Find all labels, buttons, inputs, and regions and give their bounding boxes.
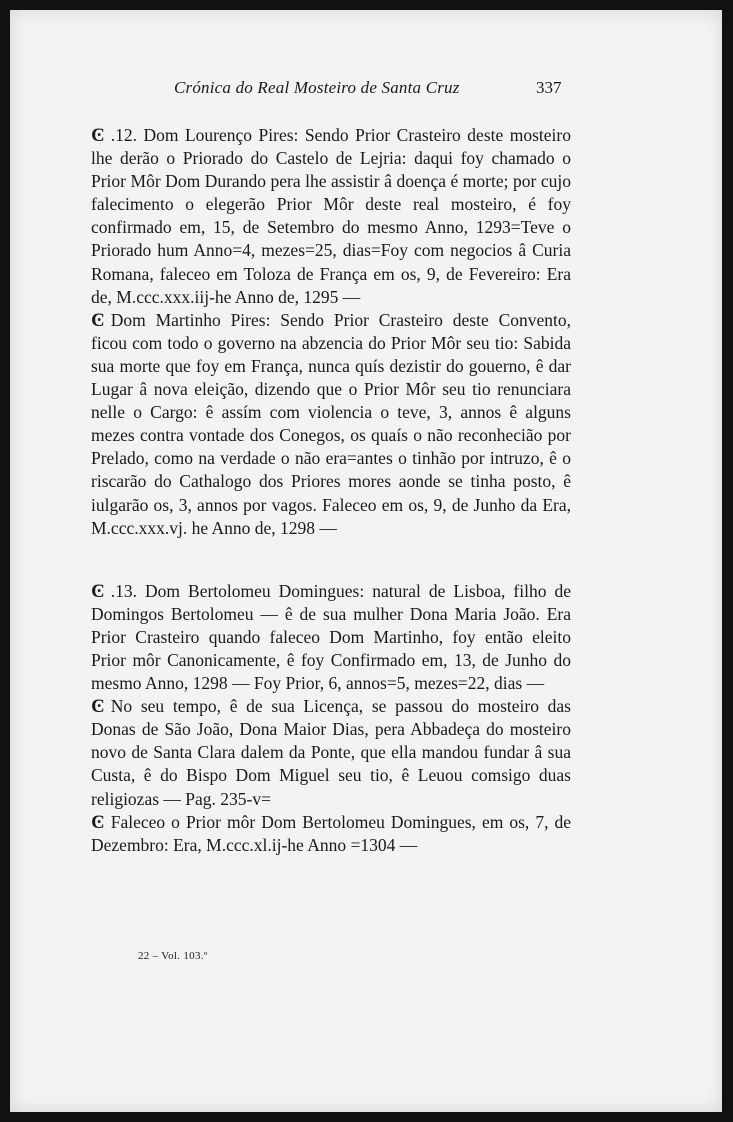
paragraph-mark-icon: Ͼ (91, 696, 105, 718)
page-sheet (10, 10, 722, 1112)
section-gap (91, 540, 571, 580)
paragraph-5 (91, 811, 571, 857)
paragraph-2-text: Dom Martinho Pires: Sendo Prior Crasteiro deste Convento, ficou com todo o governo na abzencia do Prior Môr seu tio: Sabida sua morte que foy em França, nunca quís dezistir do gouerno, ê dar Lugar â nova eleição, dizendo que o Prior Môr seu tio renunciara nelle o Cargo: ê assím com violencia o teve, 3, annos ê alguns mezes contra vontade dos Conegos, os quaís o não reconhecião por Prelado, como na verdade o não era=antes o tinhão por intruzo, ê o riscarão do Cathalogo dos Priores mores aonde se tinha posto, ê iulgarão os, 3, annos por vagos. Faleceo em os, 9, de Junho da Era, M.ccc.xxx.vj. he Anno de, 1298 — (91, 309, 571, 538)
paragraph-3-text: .13. Dom Bertolomeu Domingues: natural de Lisboa, filho de Domingos Bertolomeu — ê de sua mulher Dona Maria João. Era Prior Crasteiro quando faleceo Dom Martinho, foy então eleito Prior môr Canonicamente, ê foy Confirmado em, 13, de Junho do mesmo Anno, 1298 — Foy Prior, 6, annos=5, mezes=22, dias — (91, 580, 571, 694)
paragraph-1 (91, 124, 571, 309)
page-number: 337 (536, 78, 562, 97)
paragraph-4 (91, 695, 571, 810)
paragraph-mark-icon: Ͼ (91, 125, 105, 146)
paragraph-4-text: No seu tempo, ê de sua Licença, se passou do mosteiro das Donas de São João, Dona Maior Dias, pera Abbadeça do mosteiro novo de Santa Clara dalem da Ponte, que ella mandou fundar â sua Custa, ê do Bispo Dom Miguel seu tio, ê Leuou comsigo duas religiozas — Pag. 235-v= (91, 696, 571, 809)
paragraph-1-text: .12. Dom Lourenço Pires: Sendo Prior Crasteiro deste mosteiro lhe derão o Priorado do Castelo de Lejria: daqui foy chamado o Prior Môr Dom Durando pera lhe assistir â doença é morte; por cujo falecimento o elegerão Prior Môr deste real mosteiro, é foy confirmado em, 15, de Setembro do mesmo Anno, 1293=Teve o Priorado hum Anno=4, mezes=25, dias=Foy com negocios â Curia Romana, faleceo em Toloza de França em os, 9, de Fevereiro: Era de, M.ccc.xxx.iij-he Anno de, 1295 — (91, 125, 571, 307)
printer-signature: 22 – Vol. 103.º (138, 950, 208, 962)
paragraph-mark-icon: Ͼ (91, 811, 105, 833)
paragraph-mark-icon: Ͼ (91, 309, 105, 331)
body-text (91, 124, 571, 857)
paragraph-3 (91, 580, 571, 695)
running-title: Crónica do Real Mosteiro de Santa Cruz (174, 78, 460, 97)
paragraph-5-text: Faleceo o Prior môr Dom Bertolomeu Domingues, em os, 7, de Dezembro: Era, M.ccc.xl.ij-he Anno =1304 — (91, 811, 571, 855)
paragraph-2 (91, 309, 571, 540)
page-header (10, 78, 722, 102)
paragraph-mark-icon: Ͼ (91, 580, 105, 602)
